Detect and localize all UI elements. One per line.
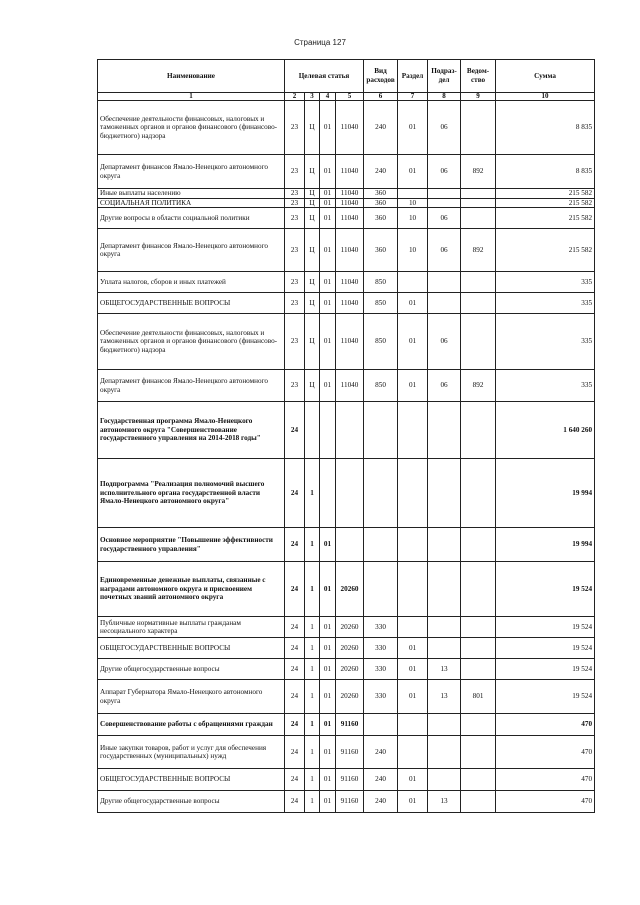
row-code-c6: 330 (364, 617, 398, 638)
row-code-c4: 01 (320, 101, 336, 155)
row-code-c5: 11040 (336, 155, 364, 189)
row-code-c6: 850 (364, 272, 398, 293)
row-code-c5: 11040 (336, 314, 364, 370)
row-code-c2: 24 (285, 562, 305, 617)
row-code-c4: 01 (320, 528, 336, 562)
column-number: 6 (364, 93, 398, 101)
page-number-label: Страница 127 (294, 38, 346, 47)
row-amount: 335 (496, 272, 595, 293)
row-code-c8 (428, 459, 461, 528)
row-code-c8: 13 (428, 791, 461, 813)
column-number: 1 (98, 93, 285, 101)
row-code-c5: 11040 (336, 198, 364, 208)
row-amount: 335 (496, 314, 595, 370)
row-name: Иные закупки товаров, работ и услуг для обеспечения государственных (муниципальных) нужд (98, 736, 285, 769)
row-code-c2: 24 (285, 617, 305, 638)
row-code-c9 (461, 402, 496, 459)
row-code-c8 (428, 198, 461, 208)
row-code-c8: 06 (428, 229, 461, 272)
row-code-c9 (461, 769, 496, 791)
table-header-row (98, 60, 595, 93)
row-code-c6: 330 (364, 680, 398, 714)
row-code-c8 (428, 402, 461, 459)
row-code-c3: Ц (305, 293, 320, 314)
row-code-c6: 850 (364, 293, 398, 314)
row-code-c3: Ц (305, 189, 320, 199)
row-name: Департамент финансов Ямало-Ненецкого автономного округа (98, 370, 285, 402)
row-code-c2: 24 (285, 459, 305, 528)
row-name: Государственная программа Ямало-Ненецкого автономного округа "Совершенствование государственного управления на 2014-2018 годы" (98, 402, 285, 459)
row-code-c9 (461, 101, 496, 155)
row-code-c4: 01 (320, 189, 336, 199)
row-amount: 335 (496, 293, 595, 314)
row-amount: 215 582 (496, 198, 595, 208)
row-code-c5: 11040 (336, 370, 364, 402)
row-code-c9 (461, 791, 496, 813)
row-code-c3: 1 (305, 638, 320, 659)
header-expense-type: Вид расходов (364, 60, 398, 93)
row-code-c4: 01 (320, 370, 336, 402)
row-code-c3: Ц (305, 272, 320, 293)
table-row (98, 101, 595, 155)
row-amount: 215 582 (496, 229, 595, 272)
row-code-c7: 01 (398, 155, 428, 189)
row-name: Уплата налогов, сборов и иных платежей (98, 272, 285, 293)
row-code-c8 (428, 272, 461, 293)
row-name: Другие общегосударственные вопросы (98, 659, 285, 680)
row-name: Иные выплаты населению (98, 189, 285, 199)
table-row (98, 272, 595, 293)
row-code-c3: 1 (305, 714, 320, 736)
row-code-c7: 01 (398, 101, 428, 155)
row-code-c6: 360 (364, 208, 398, 229)
column-number: 2 (285, 93, 305, 101)
row-code-c5: 20260 (336, 562, 364, 617)
column-number: 10 (496, 93, 595, 101)
table-row (98, 736, 595, 769)
row-code-c7: 01 (398, 659, 428, 680)
row-code-c5: 91160 (336, 791, 364, 813)
row-code-c3: 1 (305, 459, 320, 528)
row-code-c2: 23 (285, 101, 305, 155)
row-code-c4: 01 (320, 617, 336, 638)
column-number: 5 (336, 93, 364, 101)
table-row (98, 459, 595, 528)
row-code-c3: Ц (305, 208, 320, 229)
row-code-c6: 240 (364, 736, 398, 769)
table-row (98, 370, 595, 402)
row-code-c2: 23 (285, 155, 305, 189)
header-amount: Сумма (496, 60, 595, 93)
row-code-c3: 1 (305, 680, 320, 714)
row-code-c6 (364, 714, 398, 736)
row-code-c7: 01 (398, 638, 428, 659)
row-code-c7 (398, 189, 428, 199)
row-code-c5: 11040 (336, 272, 364, 293)
row-code-c3: 1 (305, 769, 320, 791)
row-code-c7: 10 (398, 229, 428, 272)
row-code-c8 (428, 189, 461, 199)
row-code-c3: Ц (305, 198, 320, 208)
column-number: 3 (305, 93, 320, 101)
table-row (98, 155, 595, 189)
row-code-c9: 892 (461, 370, 496, 402)
row-code-c4: 01 (320, 293, 336, 314)
row-code-c3: Ц (305, 155, 320, 189)
row-amount: 8 835 (496, 101, 595, 155)
row-code-c5 (336, 459, 364, 528)
row-name: Департамент финансов Ямало-Ненецкого автономного округа (98, 155, 285, 189)
row-code-c6: 240 (364, 791, 398, 813)
row-code-c7 (398, 617, 428, 638)
column-number: 9 (461, 93, 496, 101)
row-code-c9 (461, 617, 496, 638)
table-row (98, 314, 595, 370)
column-number-row (98, 93, 595, 101)
row-code-c2: 24 (285, 638, 305, 659)
row-code-c5: 91160 (336, 736, 364, 769)
row-code-c8: 06 (428, 370, 461, 402)
row-code-c2: 24 (285, 791, 305, 813)
row-code-c9 (461, 293, 496, 314)
row-name: Подпрограмма "Реализация полномочий высшего исполнительного органа государственной власти Ямало-Ненецкого автономного округа" (98, 459, 285, 528)
row-code-c6: 360 (364, 198, 398, 208)
table-row (98, 293, 595, 314)
column-number: 7 (398, 93, 428, 101)
row-code-c9 (461, 314, 496, 370)
row-amount: 8 835 (496, 155, 595, 189)
row-code-c2: 23 (285, 272, 305, 293)
row-code-c7: 10 (398, 198, 428, 208)
row-code-c6 (364, 459, 398, 528)
header-section: Раздел (398, 60, 428, 93)
table-row (98, 638, 595, 659)
column-number: 8 (428, 93, 461, 101)
row-amount: 19 524 (496, 638, 595, 659)
row-code-c4 (320, 459, 336, 528)
row-code-c8 (428, 562, 461, 617)
row-code-c9 (461, 459, 496, 528)
header-subsection: Подраз-дел (428, 60, 461, 93)
row-code-c7: 01 (398, 680, 428, 714)
row-code-c5: 11040 (336, 101, 364, 155)
row-code-c9 (461, 198, 496, 208)
row-code-c8 (428, 714, 461, 736)
row-code-c4: 01 (320, 714, 336, 736)
row-code-c8: 06 (428, 208, 461, 229)
row-name: Обеспечение деятельности финансовых, налоговых и таможенных органов и органов финансового (финансово-бюджетного) надзора (98, 101, 285, 155)
row-code-c4: 01 (320, 638, 336, 659)
row-code-c8: 06 (428, 155, 461, 189)
table-row (98, 198, 595, 208)
row-amount: 335 (496, 370, 595, 402)
row-code-c9 (461, 189, 496, 199)
row-code-c4: 01 (320, 791, 336, 813)
row-code-c4: 01 (320, 314, 336, 370)
row-name: Единовременные денежные выплаты, связанные с наградами автономного округа и присвоением почетных званий автономного округа (98, 562, 285, 617)
row-code-c6: 330 (364, 659, 398, 680)
row-code-c9 (461, 659, 496, 680)
row-code-c3: 1 (305, 791, 320, 813)
row-code-c2: 24 (285, 402, 305, 459)
row-name: ОБЩЕГОСУДАРСТВЕННЫЕ ВОПРОСЫ (98, 293, 285, 314)
row-code-c2: 24 (285, 736, 305, 769)
row-code-c6: 850 (364, 314, 398, 370)
row-code-c3: Ц (305, 314, 320, 370)
row-code-c2: 23 (285, 189, 305, 199)
table-row (98, 229, 595, 272)
row-code-c3: Ц (305, 370, 320, 402)
row-code-c6: 850 (364, 370, 398, 402)
row-code-c6 (364, 528, 398, 562)
row-amount: 215 582 (496, 189, 595, 199)
row-code-c2: 23 (285, 370, 305, 402)
row-name: Совершенствование работы с обращениями граждан (98, 714, 285, 736)
row-code-c6: 240 (364, 101, 398, 155)
row-code-c4 (320, 402, 336, 459)
row-code-c9 (461, 638, 496, 659)
row-code-c4: 01 (320, 562, 336, 617)
row-amount: 470 (496, 769, 595, 791)
row-code-c7 (398, 714, 428, 736)
row-code-c8 (428, 617, 461, 638)
row-code-c8 (428, 736, 461, 769)
row-code-c6 (364, 562, 398, 617)
row-code-c2: 24 (285, 528, 305, 562)
row-code-c4: 01 (320, 736, 336, 769)
row-code-c6: 360 (364, 189, 398, 199)
header-name: Наименование (98, 60, 285, 93)
row-code-c6: 240 (364, 769, 398, 791)
row-name: Публичные нормативные выплаты гражданам несоциального характера (98, 617, 285, 638)
row-code-c2: 24 (285, 714, 305, 736)
row-code-c5: 11040 (336, 189, 364, 199)
table-row (98, 189, 595, 199)
row-code-c5: 20260 (336, 638, 364, 659)
row-code-c5: 20260 (336, 659, 364, 680)
row-code-c3: 1 (305, 659, 320, 680)
row-amount: 19 524 (496, 680, 595, 714)
row-code-c7 (398, 459, 428, 528)
row-code-c8 (428, 638, 461, 659)
row-code-c5: 11040 (336, 293, 364, 314)
row-code-c7: 01 (398, 769, 428, 791)
row-code-c6 (364, 402, 398, 459)
row-code-c3: Ц (305, 229, 320, 272)
row-code-c2: 23 (285, 229, 305, 272)
row-amount: 19 524 (496, 659, 595, 680)
row-code-c7: 10 (398, 208, 428, 229)
row-code-c4: 01 (320, 680, 336, 714)
row-code-c6: 360 (364, 229, 398, 272)
row-code-c2: 24 (285, 769, 305, 791)
row-code-c7 (398, 272, 428, 293)
row-code-c2: 23 (285, 198, 305, 208)
row-code-c9: 892 (461, 229, 496, 272)
row-code-c9: 892 (461, 155, 496, 189)
table-row (98, 617, 595, 638)
row-code-c5 (336, 528, 364, 562)
table-row (98, 562, 595, 617)
row-amount: 470 (496, 791, 595, 813)
table-row (98, 791, 595, 813)
row-code-c7 (398, 736, 428, 769)
row-code-c5: 20260 (336, 680, 364, 714)
row-code-c7 (398, 528, 428, 562)
row-name: Департамент финансов Ямало-Ненецкого автономного округа (98, 229, 285, 272)
row-code-c5: 91160 (336, 714, 364, 736)
table-row (98, 680, 595, 714)
row-code-c4: 01 (320, 208, 336, 229)
row-code-c3: 1 (305, 736, 320, 769)
row-code-c5 (336, 402, 364, 459)
row-code-c2: 23 (285, 293, 305, 314)
row-code-c8: 13 (428, 680, 461, 714)
header-target-article: Целевая статья (285, 60, 364, 93)
row-code-c7: 01 (398, 791, 428, 813)
row-code-c4: 01 (320, 155, 336, 189)
row-code-c5: 11040 (336, 229, 364, 272)
table-row (98, 402, 595, 459)
row-name: Обеспечение деятельности финансовых, налоговых и таможенных органов и органов финансового (финансово-бюджетного) надзора (98, 314, 285, 370)
row-name: ОБЩЕГОСУДАРСТВЕННЫЕ ВОПРОСЫ (98, 638, 285, 659)
row-name: Основное мероприятие "Повышение эффективности государственного управления" (98, 528, 285, 562)
row-code-c6: 240 (364, 155, 398, 189)
row-code-c2: 23 (285, 208, 305, 229)
row-code-c4: 01 (320, 659, 336, 680)
budget-table (97, 59, 595, 813)
row-amount: 470 (496, 714, 595, 736)
row-code-c5: 20260 (336, 617, 364, 638)
table-row (98, 714, 595, 736)
row-code-c8 (428, 293, 461, 314)
table-row (98, 659, 595, 680)
row-code-c8: 06 (428, 314, 461, 370)
row-code-c9 (461, 272, 496, 293)
row-code-c4: 01 (320, 198, 336, 208)
row-name: ОБЩЕГОСУДАРСТВЕННЫЕ ВОПРОСЫ (98, 769, 285, 791)
row-code-c7 (398, 562, 428, 617)
row-name: Другие общегосударственные вопросы (98, 791, 285, 813)
row-amount: 215 582 (496, 208, 595, 229)
row-code-c6: 330 (364, 638, 398, 659)
row-amount: 19 994 (496, 459, 595, 528)
row-code-c2: 23 (285, 314, 305, 370)
row-amount: 470 (496, 736, 595, 769)
row-code-c7: 01 (398, 370, 428, 402)
row-code-c4: 01 (320, 769, 336, 791)
row-name: СОЦИАЛЬНАЯ ПОЛИТИКА (98, 198, 285, 208)
table-row (98, 528, 595, 562)
row-code-c9: 801 (461, 680, 496, 714)
row-code-c9 (461, 736, 496, 769)
header-department: Ведом-ство (461, 60, 496, 93)
row-code-c7 (398, 402, 428, 459)
row-amount: 19 994 (496, 528, 595, 562)
row-code-c3: 1 (305, 528, 320, 562)
row-code-c2: 24 (285, 659, 305, 680)
row-code-c7: 01 (398, 314, 428, 370)
row-code-c9 (461, 562, 496, 617)
row-amount: 19 524 (496, 617, 595, 638)
row-code-c8 (428, 528, 461, 562)
row-code-c9 (461, 714, 496, 736)
row-code-c3: Ц (305, 101, 320, 155)
row-code-c4: 01 (320, 229, 336, 272)
table-row (98, 208, 595, 229)
row-code-c9 (461, 528, 496, 562)
row-code-c8: 06 (428, 101, 461, 155)
table-row (98, 769, 595, 791)
row-code-c5: 11040 (336, 208, 364, 229)
row-name: Другие вопросы в области социальной политики (98, 208, 285, 229)
row-code-c9 (461, 208, 496, 229)
row-name: Аппарат Губернатора Ямало-Ненецкого автономного округа (98, 680, 285, 714)
row-code-c8: 13 (428, 659, 461, 680)
row-code-c7: 01 (398, 293, 428, 314)
row-code-c2: 24 (285, 680, 305, 714)
row-amount: 1 640 260 (496, 402, 595, 459)
row-code-c3 (305, 402, 320, 459)
row-code-c4: 01 (320, 272, 336, 293)
row-code-c8 (428, 769, 461, 791)
row-code-c3: 1 (305, 617, 320, 638)
row-code-c3: 1 (305, 562, 320, 617)
column-number: 4 (320, 93, 336, 101)
row-amount: 19 524 (496, 562, 595, 617)
row-code-c5: 91160 (336, 769, 364, 791)
